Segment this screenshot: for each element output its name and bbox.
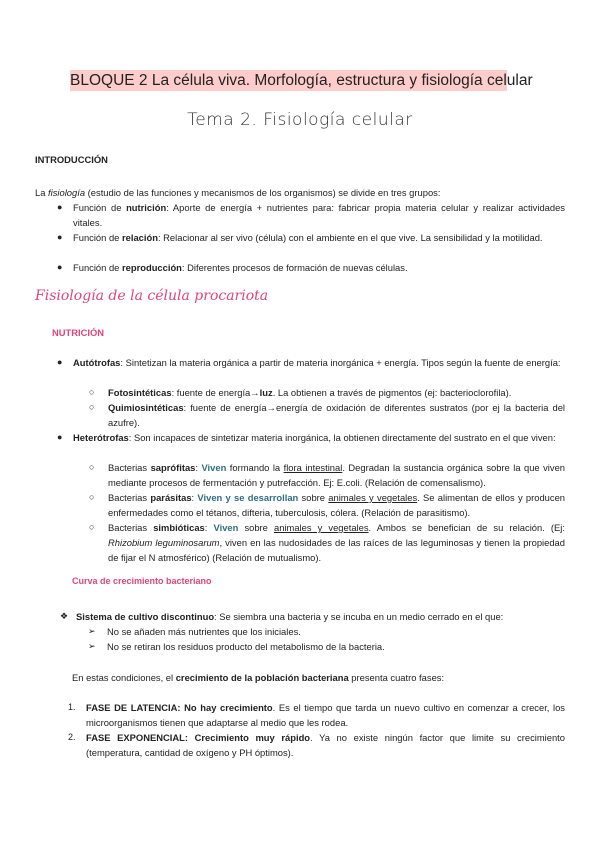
text-run: : Se siembra una bacteria y se incuba en un medio cerrado en el que: — [214, 611, 504, 622]
text-run: : — [204, 522, 214, 533]
text-run: En estas condiciones, el — [72, 672, 176, 683]
text-run-teal: Viven — [201, 462, 227, 473]
text-run: : Son incapaces de sintetizar materia inorgánica, la obtienen directamente del sustrato en el que viven: — [128, 432, 556, 443]
intro-bullet-marker-icon: ● — [57, 232, 63, 242]
sistema-sub-item-marker-icon: ➢ — [88, 641, 96, 651]
text-run-b: simbióticas — [153, 522, 205, 533]
text-run: . La obtienen a través de pigmentos (ej: bacterioclorofila). — [272, 387, 512, 398]
text-run: : Aporte de energía + nutrientes para: fabricar propia materia celular y realizar actividades vitales. — [73, 202, 565, 228]
text-run-b: saprófitas — [150, 462, 196, 473]
text-run-b: relación — [122, 232, 158, 243]
curva-paragraph — [72, 670, 565, 685]
autotrofas-sub-item — [108, 400, 565, 430]
text-run: . Ambos se benefician de su relación. (Ej: — [368, 522, 565, 533]
text-run-b: FASE EXPONENCIAL: Crecimiento muy rápido — [86, 732, 311, 743]
sistema-sub-item-marker-icon: ➢ — [88, 626, 96, 636]
text-run: Función de — [73, 232, 122, 243]
autotrofas-item-marker-icon: ● — [57, 357, 63, 367]
text-run: , viven en las nudosidades de las raíces de las leguminosas y tienen la propiedad de fijar el N atmosférico) (Relación de mutualismo). — [108, 537, 565, 563]
intro-paragraph — [35, 185, 565, 200]
text-run-b: luz — [259, 387, 273, 398]
text-run: : Sintetizan la materia orgánica a partir de materia inorgánica + energía. Tipos según la fuente de energía: — [120, 357, 561, 368]
text-run: formando la — [226, 462, 284, 473]
text-run-b: Fotosintéticas — [108, 387, 172, 398]
text-run-teal: Viven y se desarrollan — [197, 492, 299, 503]
fase-item — [86, 730, 565, 760]
curva-heading: Curva de crecimiento bacteriano — [72, 576, 212, 586]
intro-bullet — [73, 200, 565, 230]
text-run-u: animales y vegetales — [274, 522, 369, 533]
text-run: : fuente de energía→ — [171, 387, 260, 398]
text-run: Bacterias — [108, 492, 151, 503]
text-run: : Relacionar al ser vivo (célula) con el ambiente en el que vive. La sensibilidad y la motilidad. — [157, 232, 543, 243]
nutrition-heading: NUTRICIÓN — [52, 327, 105, 338]
text-run-b: Autótrofas — [73, 357, 121, 368]
text-run-u: animales y vegetales — [328, 492, 418, 503]
fase-item-marker-icon: 1. — [68, 702, 76, 712]
text-run: Función de — [73, 262, 122, 273]
text-run: : — [195, 462, 202, 473]
heterotrofas-sub-item-marker-icon: ○ — [89, 492, 95, 502]
intro-heading: INTRODUCCIÓN — [35, 154, 108, 165]
text-run-i: fisiología — [48, 187, 86, 198]
text-run: : — [191, 492, 198, 503]
heterotrofas-sub-item — [108, 460, 565, 490]
autotrofas-item — [73, 355, 565, 370]
procariota-heading: Fisiología de la célula procariota — [35, 288, 269, 304]
text-run-b: FASE DE LATENCIA: No hay crecimiento — [86, 702, 273, 713]
text-run: Bacterias — [108, 462, 151, 473]
text-run: : fuente de energía→energía de oxidación de diferentes sustratos (por ej la bacteria del azufre). — [108, 402, 565, 428]
text-run-b: parásitas — [150, 492, 192, 503]
autotrofas-sub-item — [108, 385, 565, 400]
text-run: La — [35, 187, 49, 198]
text-run: . Es el tiempo que tarda un nuevo cultivo en comenzar a crecer, los microorganismos tienen que adaptarse al medio que les rodea. — [86, 702, 565, 728]
document-title: BLOQUE 2 La célula viva. Morfología, estructura y fisiología celular — [70, 72, 533, 89]
topic-title: Tema 2. Fisiología celular — [187, 110, 413, 130]
text-run-teal: Viven — [213, 522, 239, 533]
text-run: . Se alimentan de ellos y producen enfermedades como el tétanos, difteria, tuberculosis, cólera. (Relación de parasitismo). — [108, 492, 565, 518]
fase-item-marker-icon: 2. — [68, 732, 76, 742]
sistema-item-marker-icon: ❖ — [60, 611, 69, 621]
text-run-b: Quimiosintéticas — [108, 402, 184, 413]
heterotrofas-sub-item — [108, 490, 565, 520]
text-run: presenta cuatro fases: — [348, 672, 445, 683]
text-run: Función de — [73, 202, 127, 213]
text-run: . Degradan la sustancia orgánica sobre la que viven mediante procesos de fermentación y putrefacción. Ej: E.coli. (Relación de comensalismo). — [108, 462, 566, 488]
text-run-b: reproducción — [122, 262, 182, 273]
text-run-b: nutrición — [126, 202, 167, 213]
autotrofas-sub-item-marker-icon: ○ — [89, 402, 95, 412]
fase-item — [86, 700, 565, 730]
text-run-i: Rhizobium leguminosarum — [108, 537, 220, 548]
heterotrofas-sub-item-marker-icon: ○ — [89, 462, 95, 472]
sistema-sub-item — [107, 624, 565, 639]
text-run: sobre — [238, 522, 274, 533]
text-run-b: crecimiento de la población bacteriana — [175, 672, 349, 683]
text-run: No se añaden más nutrientes que los iniciales. — [107, 626, 301, 637]
text-run: . Ya no existe ningún factor que limite su crecimiento (temperatura, cantidad de oxígeno y PH óptimos). — [86, 732, 565, 758]
heterotrofas-item-marker-icon: ● — [57, 432, 63, 442]
text-run: No se retiran los residuos producto del metabolismo de la bacteria. — [107, 641, 385, 652]
intro-bullet-marker-icon: ● — [57, 202, 63, 212]
intro-bullet-marker-icon: ● — [57, 262, 63, 272]
sistema-sub-item — [107, 639, 565, 654]
text-run: : Diferentes procesos de formación de nuevas células. — [181, 262, 408, 273]
intro-bullet — [73, 230, 565, 245]
text-run: Bacterias — [108, 522, 154, 533]
text-run-b: Heterótrofas — [73, 432, 129, 443]
text-run: sobre — [298, 492, 329, 503]
heterotrofas-sub-item-marker-icon: ○ — [89, 522, 95, 532]
text-run-u: flora intestinal — [283, 462, 343, 473]
heterotrofas-sub-item — [108, 520, 565, 565]
intro-bullet — [73, 260, 565, 275]
heterotrofas-item — [73, 430, 565, 445]
autotrofas-sub-item-marker-icon: ○ — [89, 387, 95, 397]
sistema-item — [76, 609, 565, 624]
text-run-b: Sistema de cultivo discontinuo — [76, 611, 215, 622]
text-run: (estudio de las funciones y mecanismos de los organismos) se divide en tres grupos: — [85, 187, 441, 198]
